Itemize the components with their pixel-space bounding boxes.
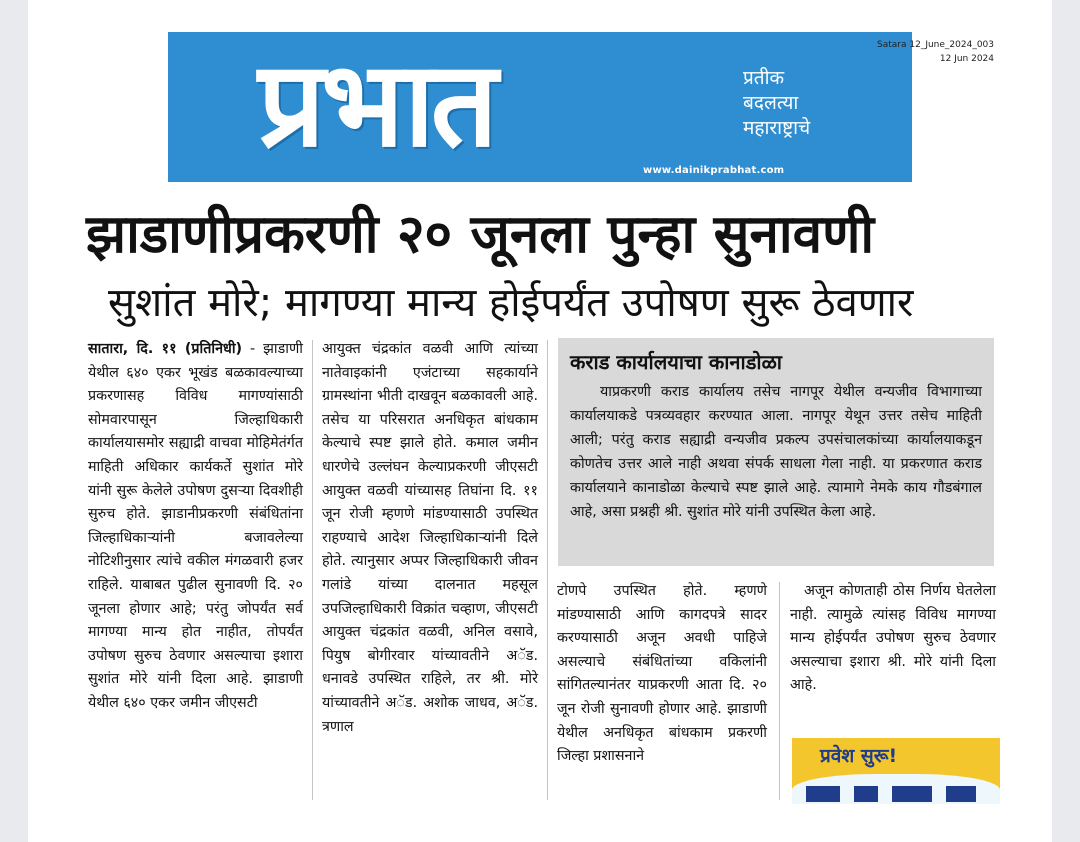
edition-page-id: Satara 12_June_2024_003 <box>877 40 994 50</box>
sidebar-box-title: कराड कार्यालयाचा कानाडोळा <box>570 350 782 374</box>
tagline-line: बदलत्या <box>743 92 799 114</box>
tagline-line: प्रतीक <box>743 67 785 89</box>
article-column-3 <box>557 580 767 769</box>
advertisement <box>792 738 1000 804</box>
sidebar-box-body: याप्रकरणी कराड कार्यालय तसेच नागपूर येथील वन्यजीव विभागाच्या कार्यालयाकडे पत्रव्यवहार करण्यात आला. नागपूर येथून उत्तर तसेच माहिती आली; परंतु कराड सह्याद्री वन्यजीव प्रकल्प उपसंचालकांच्या कार्यालयाकडून कोणतेच उत्तर आले नाही अथवा संपर्क साधला गेला नाही. या प्रकरणात कराड कार्यालयाने कानाडोळा केल्याचे स्पष्ट झाले आहे. त्यामागे नेमके काय गौडबंगाल आहे, असा प्रश्नही श्री. सुशांत मोरे यांनी उपस्थित केला आहे. <box>570 384 982 520</box>
masthead-tagline <box>743 66 893 141</box>
sidebar-box <box>558 338 994 566</box>
article-subhead: सुशांत मोरे; मागण्या मान्य होईपर्यंत उपोषण सुरू ठेवणार <box>108 280 914 326</box>
ad-lettering-graphic <box>806 786 984 800</box>
article-dateline: सातारा, दि. ११ (प्रतिनिधी) <box>88 341 243 357</box>
column-divider <box>312 340 313 800</box>
ad-text: प्रवेश सुरू! <box>820 745 898 767</box>
article-headline: झाडाणीप्रकरणी २० जूनला पुन्हा सुनावणी <box>86 204 875 265</box>
column-divider <box>779 582 780 800</box>
article-column-4 <box>790 580 996 698</box>
column-text: टोणपे उपस्थित होते. म्हणणे मांडण्यासाठी आणि कागदपत्रे सादर करण्यासाठी अजून अवधी पाहिजे असल्याचे संबंधितांच्या वकिलांनी सांगितल्यानंतर याप्रकरणी आता दि. २० जून रोजी सुनावणी होणार आहे. झाडाणी येथील अनधिकृत बांधकाम प्रकरणी जिल्हा प्रशासनाने <box>557 583 767 765</box>
edition-info <box>877 38 994 66</box>
column-text: आयुक्त चंद्रकांत वळवी आणि त्यांच्या नातेवाइकांनी एजंटाच्या सहकार्याने ग्रामस्थांना भीती दाखवून बळकावली आहे. तसेच या परिसरात अनधिकृत बांधकाम केल्याचे स्पष्ट झाले होते. कमाल जमीन धारणेचे उल्लंघन केल्याप्रकरणी जीएसटी आयुक्त वळवी यांच्यासह तिघांना दि. ११ जून रोजी म्हणणे मांडण्यासाठी उपस्थित राहण्याचे आदेश जिल्हाधिकाऱ्यांनी दिले होते. त्यानुसार अप्पर जिल्हाधिकारी जीवन गलांडे यांच्या दालनात महसूल उपजिल्हाधिकारी विक्रांत चव्हाण, जीएसटी आयुक्त चंद्रकांत वळवी, अनिल वसावे, पियुष बोगीरवार यांच्यावतीने अॅड. धनावडे उपस्थित राहिले, तर श्री. मोरे यांच्यावतीने अॅड. अशोक जाधव, अॅड. त्रणाल <box>322 341 538 735</box>
masthead-url: www.dainikprabhat.com <box>643 165 785 176</box>
masthead <box>168 32 912 182</box>
article-column-1 <box>88 338 303 716</box>
tagline-line: महाराष्ट्राचे <box>743 117 811 139</box>
masthead-logo: प्रभात <box>258 35 494 173</box>
column-text: अजून कोणताही ठोस निर्णय घेतलेला नाही. त्यामुळे त्यांसह विविध मागण्या मान्य होईपर्यंत उपोषण सुरुच ठेवणार असल्याचा इशारा श्री. मोरे यांनी दिला आहे. <box>790 583 996 694</box>
column-divider <box>547 340 548 800</box>
article-column-2 <box>322 338 538 739</box>
edition-date: 12 Jun 2024 <box>939 54 994 64</box>
column-text: - झाडाणी येथील ६४० एकर भूखंड बळकावल्याच्या प्रकरणासह विविध मागण्यांसाठी सोमवारपासून जिल्हाधिकारी कार्यालयासमोर सह्याद्री वाचवा मोहिमेतंर्गत माहिती अधिकार कार्यकर्ते सुशांत मोरे यांनी सुरू केलेले उपोषण दुसऱ्या दिवशीही सुरुच होते. झाडानीप्रकरणी संबंधितांना जिल्हाधिकाऱ्यांनी बजावलेल्या नोटिशीनुसार त्यांचे वकील मंगळवारी हजर राहिले. याबाबत पुढील सुनावणी दि. २० जूनला होणार आहे; परंतु जोपर्यंत सर्व मागण्या मान्य होत नाहीत, तोपर्यंत उपोषण सुरुच ठेवणार असल्याचा इशारा सुशांत मोरे यांनी दिला आहे. झाडाणी येथील ६४० एकर जमीन जीएसटी <box>88 341 304 711</box>
